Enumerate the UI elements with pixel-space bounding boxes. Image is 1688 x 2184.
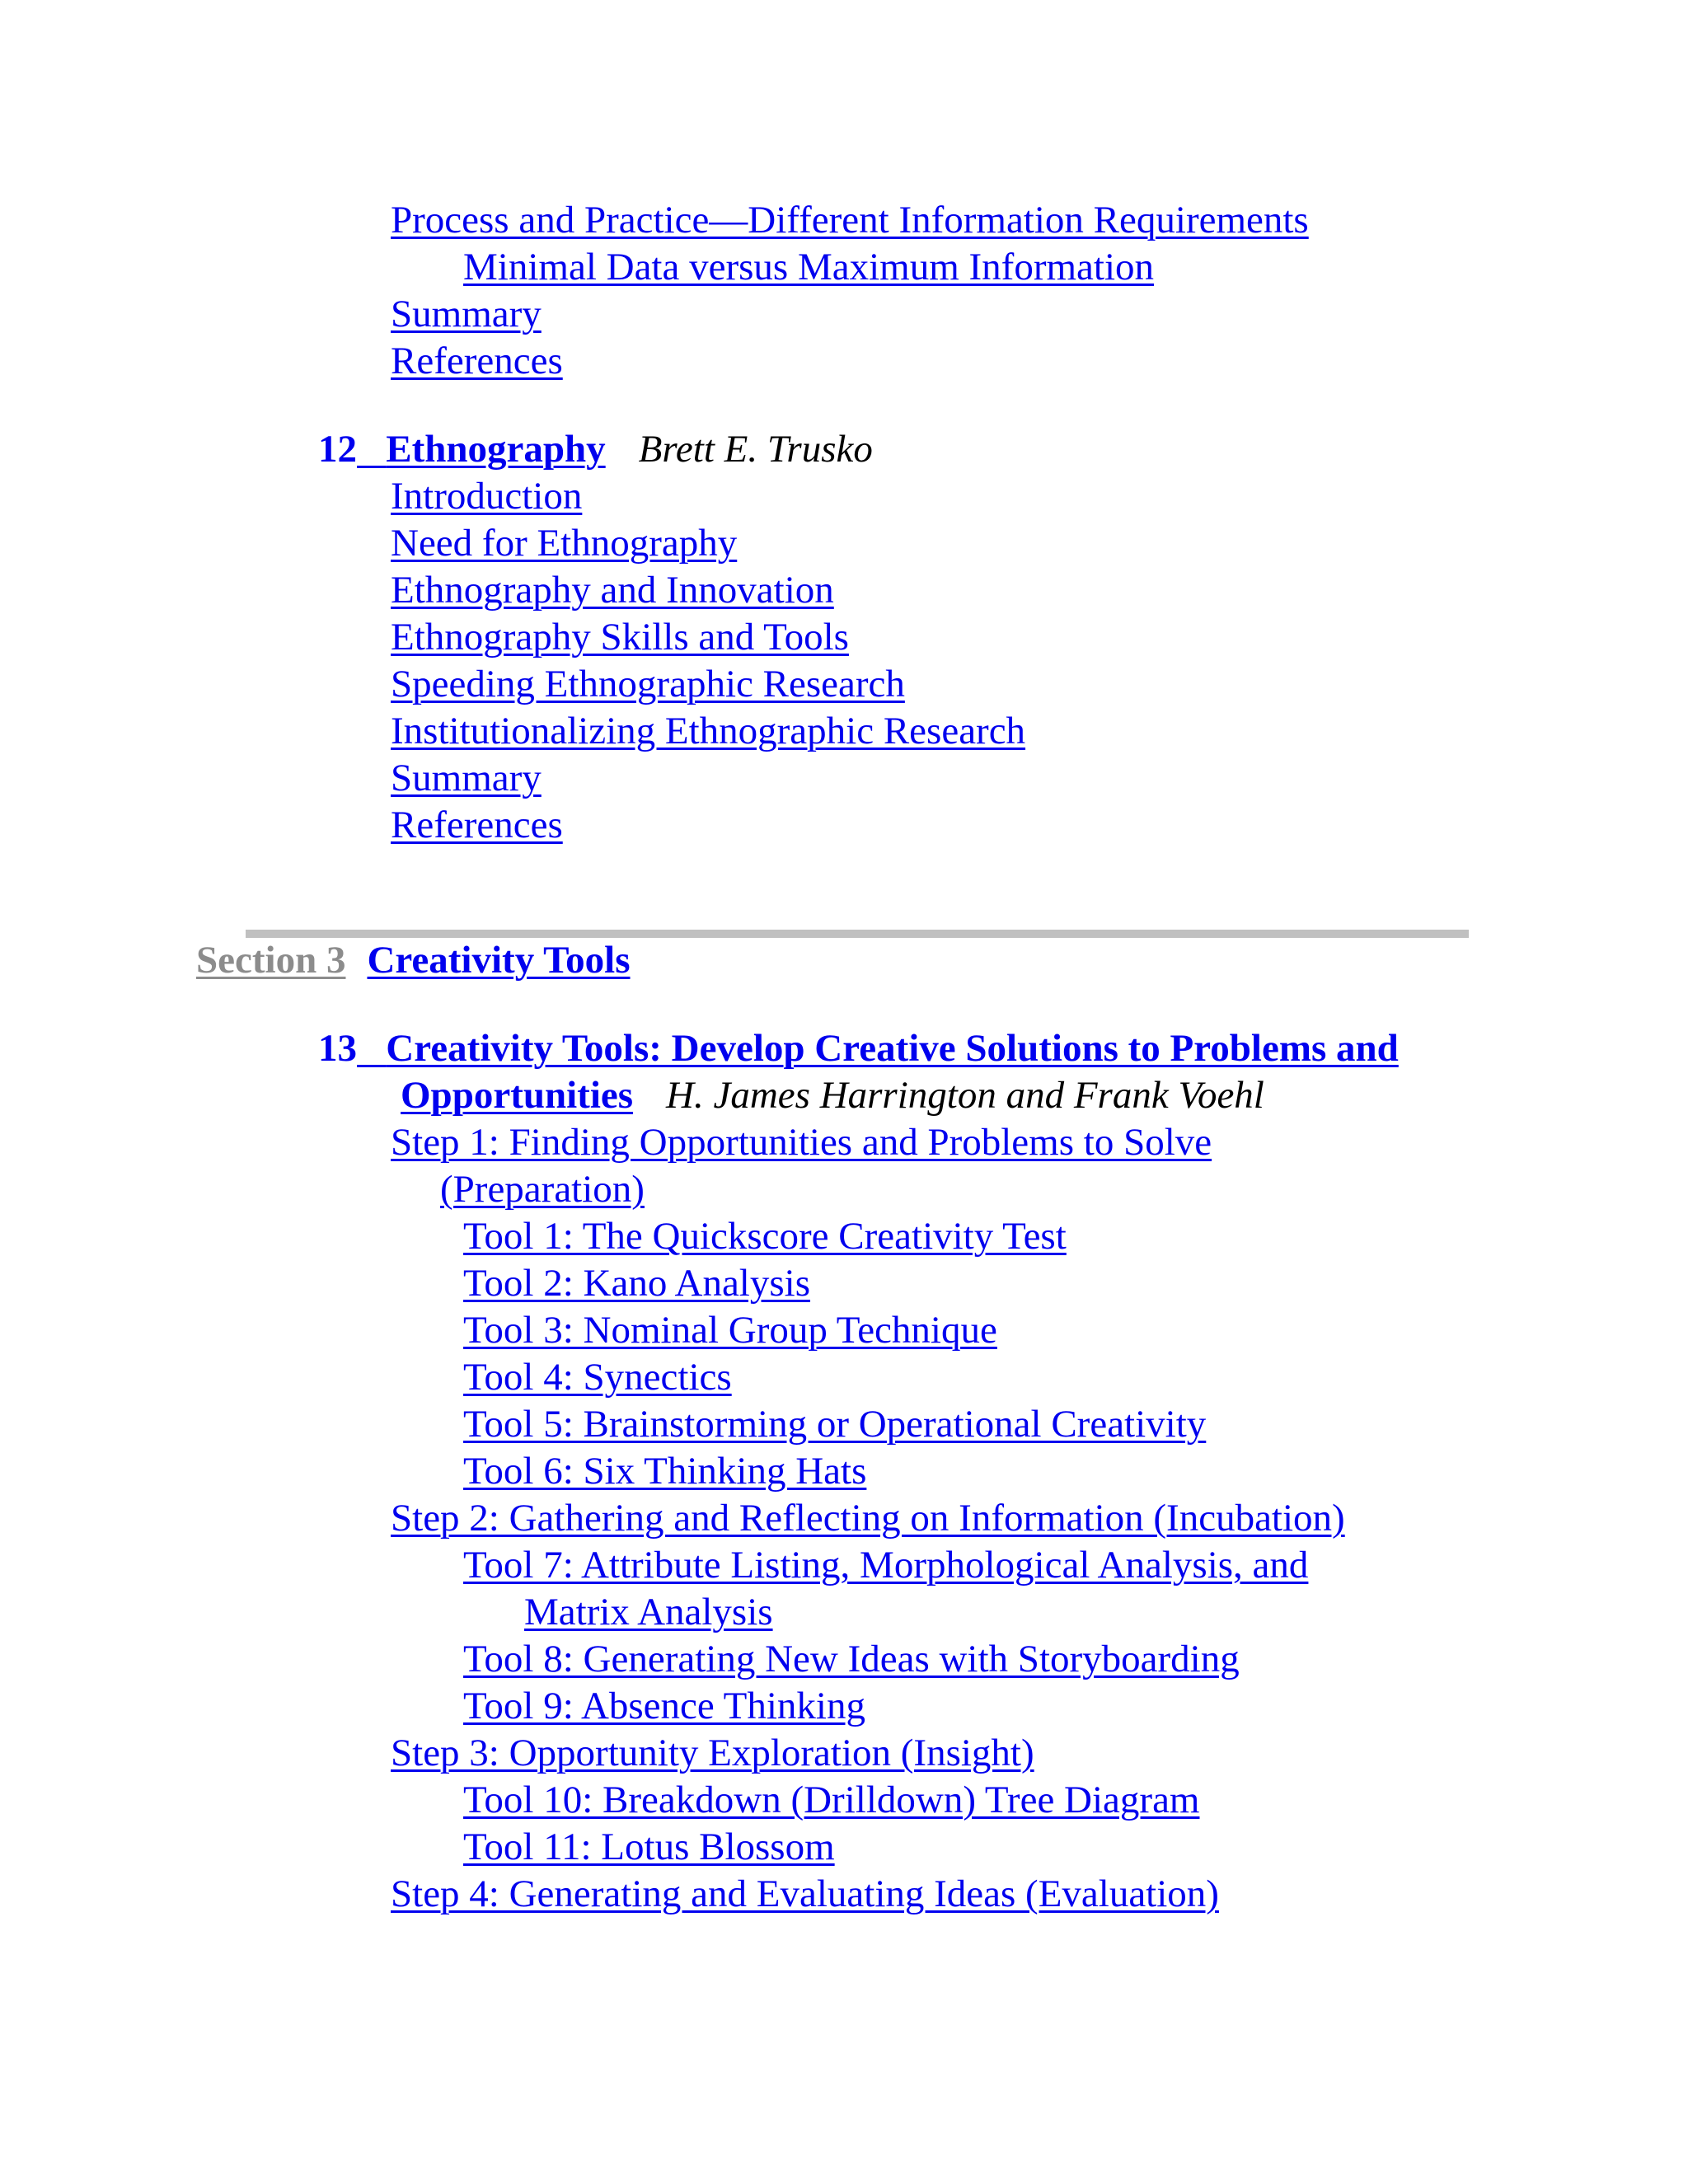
toc-link[interactable]: Matrix Analysis — [524, 1591, 773, 1633]
toc-link[interactable]: Need for Ethnography — [391, 522, 738, 565]
section-number: Section 3 — [196, 939, 346, 982]
toc-link[interactable]: Tool 5: Brainstorming or Operational Creativity — [463, 1403, 1207, 1446]
toc-entry — [524, 1593, 773, 1632]
toc-entry — [391, 295, 542, 334]
toc-link[interactable]: Step 4: Generating and Evaluating Ideas (Evaluation) — [391, 1872, 1219, 1915]
toc-entry — [391, 806, 563, 845]
chapter-13-link[interactable] — [318, 1027, 1399, 1070]
toc-entry — [391, 1734, 1034, 1773]
toc-entry — [391, 712, 1025, 751]
toc-entry — [440, 1170, 645, 1209]
toc-entry — [463, 1264, 810, 1303]
toc-link[interactable]: Process and Practice—Different Information Requirements — [391, 199, 1309, 241]
toc-entry — [463, 1781, 1199, 1820]
toc-link[interactable]: Tool 9: Absence Thinking — [463, 1685, 865, 1727]
chapter-number: 12 — [318, 428, 357, 471]
toc-entry — [463, 1825, 835, 1868]
chapter-number: 13 — [318, 1027, 357, 1070]
chapter-12-heading — [318, 430, 873, 469]
toc-entry — [463, 1687, 865, 1726]
toc-link[interactable]: Tool 7: Attribute Listing, Morphological Analysis, and — [463, 1544, 1309, 1586]
chapter-title: Ethnography — [386, 428, 606, 471]
toc-entry — [391, 1872, 1219, 1915]
toc-link[interactable]: Introduction — [391, 475, 583, 518]
toc-link[interactable]: Step 3: Opportunity Exploration (Insight) — [391, 1732, 1034, 1774]
toc-entry — [391, 618, 849, 657]
toc-link[interactable]: Tool 3: Nominal Group Technique — [463, 1309, 997, 1352]
chapter-13-heading — [318, 1029, 1399, 1068]
toc-link[interactable]: Tool 2: Kano Analysis — [463, 1262, 811, 1305]
toc-entry — [463, 1405, 1206, 1444]
toc-entry — [463, 1358, 732, 1397]
toc-entry — [391, 524, 737, 563]
toc-entry — [463, 1546, 1308, 1585]
toc-link[interactable]: References — [391, 340, 563, 382]
toc-link[interactable]: (Preparation) — [440, 1168, 645, 1211]
chapter-title: Creativity Tools: Develop Creative Solutions to Problems and — [386, 1027, 1399, 1070]
toc-link[interactable]: References — [391, 804, 563, 846]
toc-link[interactable]: Speeding Ethnographic Research — [391, 663, 905, 705]
toc-entry — [391, 1499, 1345, 1538]
toc-link[interactable]: Tool 4: Synectics — [463, 1356, 732, 1399]
chapter-author: Brett E. Trusko — [638, 428, 873, 471]
toc-link[interactable]: Tool 6: Six Thinking Hats — [463, 1450, 867, 1493]
section-3-heading — [196, 941, 631, 980]
chapter-12-link[interactable] — [318, 428, 606, 471]
toc-entry — [463, 1217, 1067, 1256]
toc-link[interactable]: Ethnography Skills and Tools — [391, 616, 849, 658]
toc-link[interactable]: Ethnography and Innovation — [391, 569, 834, 612]
toc-link[interactable]: Step 2: Gathering and Reflecting on Information (Incubation) — [391, 1497, 1345, 1540]
section-3-link[interactable]: Creativity Tools — [367, 939, 631, 982]
toc-link[interactable]: Tool 8: Generating New Ideas with Storyboarding — [463, 1638, 1240, 1680]
toc-entry — [391, 342, 563, 381]
toc-entry — [463, 1452, 866, 1491]
toc-link[interactable]: Tool 1: The Quickscore Creativity Test — [463, 1215, 1067, 1258]
toc-entry — [391, 477, 582, 516]
toc-entry — [391, 201, 1309, 240]
chapter-13-heading-cont — [401, 1076, 1264, 1115]
toc-link[interactable]: Summary — [391, 757, 542, 799]
section-divider — [246, 930, 1469, 938]
toc-link[interactable]: Tool 10: Breakdown (Drilldown) Tree Diagram — [463, 1779, 1200, 1821]
toc-entry — [463, 1311, 997, 1350]
toc-entry — [391, 759, 542, 798]
toc-entry — [463, 248, 1154, 287]
toc-entry — [391, 1123, 1212, 1162]
toc-entry — [391, 571, 834, 610]
toc-link[interactable]: Tool 11: Lotus Blossom — [463, 1825, 835, 1868]
toc-link[interactable]: Minimal Data versus Maximum Information — [463, 246, 1155, 288]
toc-link[interactable]: Institutionalizing Ethnographic Research — [391, 710, 1026, 752]
toc-link[interactable]: Step 1: Finding Opportunities and Problems to Solve — [391, 1121, 1212, 1164]
toc-entry — [463, 1640, 1240, 1679]
toc-entry — [391, 665, 905, 704]
chapter-13-link-cont[interactable]: Opportunities — [401, 1074, 634, 1117]
toc-link[interactable]: Summary — [391, 293, 542, 335]
chapter-author: H. James Harrington and Frank Voehl — [666, 1074, 1264, 1117]
